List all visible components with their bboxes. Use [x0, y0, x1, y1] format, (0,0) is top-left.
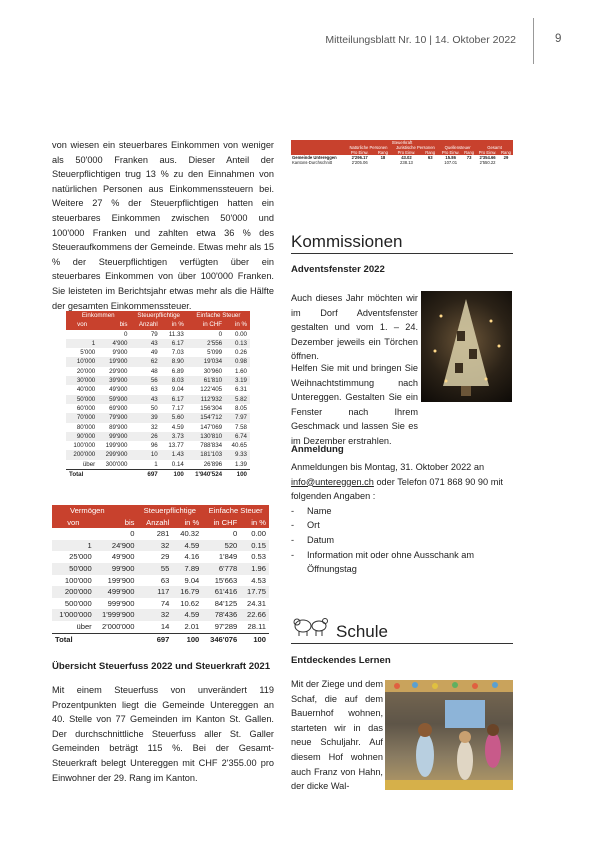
- table-cell: 32: [150, 423, 158, 431]
- adventsfenster-text-1: Auch dieses Jahr möchten wir im Dorf Adventsfenster gestalten und vom 1. – 24. Dezember jeweils ein Törchen öffnen.: [291, 293, 418, 362]
- table-cell: 63: [160, 575, 170, 585]
- steuerkraft-group: Gesamt: [476, 145, 513, 150]
- einkommen-table: [66, 311, 250, 479]
- table-cell: 122'405: [200, 386, 223, 394]
- table-row: [66, 432, 250, 441]
- table-cell: 30'960: [203, 367, 223, 375]
- table-cell: 24.31: [246, 598, 266, 608]
- table-cell: 10'000: [66, 357, 98, 366]
- table-cell: 96: [150, 442, 158, 450]
- table-cell: 40'000: [76, 386, 96, 394]
- list-item: - Datum: [291, 533, 513, 548]
- total-cell: [95, 633, 138, 645]
- table-cell: 32: [137, 540, 172, 552]
- table-cell: 4.59: [172, 609, 202, 621]
- table-cell: 29: [503, 155, 509, 160]
- table-cell: 63: [427, 155, 433, 160]
- table-cell: 30'000: [66, 376, 98, 385]
- advent-tree-illustration: [421, 291, 512, 402]
- table-row: [66, 339, 250, 348]
- vermoegen-title: Vermögen: [52, 505, 137, 517]
- table-cell: 0.15: [240, 540, 269, 552]
- table-cell: 63: [150, 386, 158, 394]
- table-cell: 28.11: [247, 621, 266, 631]
- table-cell: 7.58: [234, 423, 247, 431]
- table-row: [66, 376, 250, 385]
- table-cell: [421, 160, 439, 165]
- table-row: [52, 586, 269, 598]
- table-cell: 112'932: [187, 395, 225, 404]
- table-cell: 1: [52, 540, 95, 552]
- column-header: Anzahl: [131, 320, 161, 329]
- sheep-goat-icon: [293, 614, 329, 638]
- total-cell: 100: [172, 633, 202, 645]
- table-row: [291, 160, 513, 165]
- table-cell: 18: [380, 155, 386, 160]
- table-cell: [66, 330, 98, 339]
- table-cell: 7.89: [172, 563, 202, 575]
- table-cell: 73: [466, 155, 472, 160]
- steuerkraft-title: Steuerkraft: [291, 140, 513, 145]
- table-row: [52, 528, 269, 540]
- table-cell: 499'900: [95, 586, 138, 598]
- table-row: [66, 348, 250, 357]
- table-cell: [499, 160, 513, 165]
- adventsfenster-paragraph-1: [291, 291, 418, 364]
- classroom-photo: [385, 680, 513, 790]
- table-cell: 19'900: [98, 357, 130, 366]
- column-header: Anzahl: [137, 517, 172, 529]
- table-cell: 5'000: [80, 349, 96, 357]
- total-cell: 346'076: [202, 633, 240, 645]
- steuerkraft-row-label: Kantons-Durchschnitt: [292, 160, 333, 165]
- table-cell: 199'900: [107, 575, 135, 585]
- table-cell: 48: [150, 367, 158, 375]
- table-cell: 8.90: [161, 357, 187, 366]
- table-cell: 0.14: [171, 460, 184, 468]
- total-cell: Total: [52, 633, 95, 645]
- table-row: [66, 413, 250, 422]
- table-cell: 50'000: [52, 563, 95, 575]
- table-cell: 130'810: [187, 432, 225, 441]
- table-cell: 788'834: [200, 442, 223, 450]
- section-title-kommissionen: Kommissionen: [291, 232, 403, 251]
- steuerkraft-group: Juristische Personen: [392, 145, 440, 150]
- table-cell: 4.59: [172, 540, 202, 552]
- column-header: Pro Einw.: [345, 150, 374, 155]
- table-row: [66, 385, 250, 394]
- schule-heading: Entdeckendes Lernen: [291, 655, 391, 666]
- einkommen-group-tax: Einfache Steuer: [187, 311, 250, 320]
- table-row: [52, 551, 269, 563]
- table-cell: 2'354.66: [479, 155, 496, 160]
- table-cell: 50: [150, 404, 158, 412]
- table-cell: 0: [124, 330, 128, 338]
- vermoegen-table: [52, 505, 269, 645]
- table-cell: 5.60: [161, 413, 187, 422]
- steuerkraft-row-label: Gemeinde Untereggen: [292, 155, 337, 160]
- header-divider: [533, 18, 534, 64]
- schule-text: Mit der Ziege und dem Schaf, die auf dem Bauernhof wohnen, starteten wir in das neue Schuljahr. Auf diesem Hof wohnen auch Franz von Hahn, der dicke Wal-: [291, 679, 383, 792]
- table-cell: 55: [137, 563, 172, 575]
- table-cell: 79'900: [98, 413, 130, 422]
- table-cell: 8.05: [234, 404, 247, 412]
- column-header: von: [52, 517, 95, 529]
- column-header: in %: [225, 320, 250, 329]
- table-cell: 61'416: [202, 586, 240, 598]
- table-cell: [52, 528, 95, 540]
- table-cell: 7.17: [171, 404, 184, 412]
- table-cell: 14: [160, 621, 170, 631]
- table-cell: 6.89: [171, 367, 184, 375]
- table-cell: 1'000'000: [52, 609, 95, 621]
- table-cell: 181'103: [187, 450, 225, 459]
- column-header: in CHF: [202, 517, 240, 529]
- table-row: [66, 330, 250, 339]
- page-header: Mitteilungsblatt Nr. 10 | 14. Oktober 2022: [325, 34, 516, 46]
- table-cell: 7.03: [171, 349, 184, 357]
- table-cell: 29'900: [109, 367, 128, 375]
- table-row: [66, 460, 250, 470]
- table-row: [66, 441, 250, 450]
- table-row: [52, 609, 269, 621]
- table-cell: 84'125: [214, 598, 238, 608]
- table-row: [66, 423, 250, 432]
- table-cell: 0: [218, 330, 223, 338]
- total-cell: 697: [131, 470, 161, 480]
- table-cell: 24'900: [95, 540, 138, 552]
- advent-window-photo: [421, 291, 512, 402]
- anmeldung-text: Anmeldungen bis Montag, 31. Oktober 2022 an: [291, 462, 485, 472]
- column-header: von: [66, 320, 98, 329]
- table-cell: 59'900: [98, 395, 130, 404]
- table-cell: 299'900: [98, 450, 130, 459]
- adventsfenster-text-2: Helfen Sie mit und bringen Sie Weihnachtstimmung nach Untereggen. Gestalten Sie ein Fenster nach Ihrem Geschmack und lassen Sie es im Dezember erstrahlen.: [291, 363, 418, 446]
- table-cell: 43.02: [401, 155, 412, 160]
- table-cell: 78'436: [202, 609, 240, 621]
- table-cell: 100'000: [73, 442, 96, 450]
- steuerfuss-paragraph: [52, 683, 274, 785]
- table-cell: 2'205.06: [351, 160, 368, 165]
- section-title-schule: Schule: [336, 622, 388, 641]
- vermoegen-group-tax: Einfache Steuer: [202, 505, 269, 517]
- table-cell: 300'000: [105, 460, 128, 468]
- table-cell: [374, 160, 392, 165]
- table-cell: 1.39: [234, 460, 247, 468]
- table-cell: 9.33: [225, 450, 250, 459]
- table-row: [52, 563, 269, 575]
- table-cell: über: [82, 460, 96, 468]
- table-row: [66, 395, 250, 404]
- table-row: [52, 598, 269, 610]
- table-cell: 154'712: [187, 413, 225, 422]
- section-rule: [291, 643, 513, 644]
- table-cell: 520: [202, 540, 240, 552]
- total-cell: 100: [225, 470, 250, 480]
- table-cell: 40.65: [231, 442, 247, 450]
- table-cell: 15.86: [445, 155, 456, 160]
- page-number: 9: [555, 33, 562, 45]
- column-header: Rang: [500, 150, 511, 155]
- table-cell: 29: [160, 552, 170, 562]
- table-cell: 1.96: [240, 563, 269, 575]
- table-cell: 97'289: [214, 621, 238, 631]
- vermoegen-group-taxpayers: Steuerpflichtige: [137, 505, 202, 517]
- column-header: Rang: [421, 150, 439, 155]
- table-cell: 6.17: [161, 395, 187, 404]
- table-cell: 0: [130, 529, 135, 539]
- table-cell: 0.26: [234, 349, 247, 357]
- table-cell: 100'000: [64, 575, 92, 585]
- table-cell: 49: [150, 349, 158, 357]
- table-cell: 9.04: [171, 386, 184, 394]
- table-cell: 0.13: [225, 339, 250, 348]
- anmeldung-heading: Anmeldung: [291, 444, 344, 455]
- table-cell: 3.73: [161, 432, 187, 441]
- table-cell: 2'296.17: [351, 155, 368, 160]
- table-cell: über: [76, 621, 92, 631]
- table-cell: 32: [137, 609, 172, 621]
- einkommen-title: Einkommen: [66, 311, 131, 320]
- table-cell: 43: [131, 339, 161, 348]
- table-cell: 39'900: [98, 376, 130, 385]
- table-cell: 6.31: [234, 386, 247, 394]
- table-cell: 16.79: [172, 586, 202, 598]
- column-header: in %: [240, 517, 269, 529]
- adventsfenster-paragraph-2a: [291, 361, 418, 446]
- table-cell: 1'999'900: [95, 609, 138, 621]
- table-cell: 4'900: [98, 339, 130, 348]
- table-cell: 39: [131, 413, 161, 422]
- table-cell: 3.19: [225, 376, 250, 385]
- total-cell: 100: [240, 633, 269, 645]
- list-item: - Name: [291, 504, 513, 519]
- anmeldung-text-2: oder Telefon 071 868 90 90 mit folgenden Angaben :: [291, 476, 503, 502]
- table-cell: 1.43: [161, 450, 187, 459]
- table-cell: 25'000: [69, 552, 92, 562]
- table-cell: 4.16: [184, 552, 200, 562]
- table-cell: 99'900: [95, 563, 138, 575]
- table-cell: 4.53: [251, 575, 266, 585]
- table-cell: 60'000: [76, 404, 96, 412]
- table-cell: 9'900: [112, 349, 128, 357]
- total-cell: 100: [161, 470, 187, 480]
- table-cell: 15'663: [214, 575, 238, 585]
- table-cell: 49'900: [111, 552, 135, 562]
- table-cell: 238.13: [400, 160, 413, 165]
- table-cell: 43: [131, 395, 161, 404]
- table-cell: 74: [160, 598, 170, 608]
- list-item: - Ort: [291, 518, 513, 533]
- table-cell: 69'900: [109, 404, 128, 412]
- table-cell: 0.00: [234, 330, 247, 338]
- table-cell: 107.01: [444, 160, 458, 165]
- table-cell: 6'778: [202, 563, 240, 575]
- table-cell: 2'550.22: [479, 160, 496, 165]
- table-row: [66, 357, 250, 366]
- table-cell: 500'000: [64, 598, 92, 608]
- table-cell: 50'000: [66, 395, 98, 404]
- income-text: von wiesen ein steuerbares Einkommen von weniger als 50'000 Franken aus. Dieser Anteil der Steuerpflichtigen trug 13 % zu den Einnahmen von natürlichen Personen aus Einkommenssteuern bei. Weitere 27 % der Steuerpflichtigen hatten ein steuerbares Einkommen zwischen 50'000 und 100'000 Franken und zahlten etwa 36 % des Steueraufkommens der Gemeinde. Etwas mehr als 15 % der Steuerpflichtigen verfügten über ein steuerbares Einkommen von über 100'000 Franken. Sie leisteten im Berichtsjahr etwas mehr als die Hälfte der gesamten Einkommenssteuer.: [52, 140, 274, 311]
- table-cell: 99'900: [98, 432, 130, 441]
- table-cell: 26: [131, 432, 161, 441]
- table-cell: 26'896: [203, 460, 223, 468]
- steuerkraft-table: [291, 140, 513, 165]
- column-header: Pro Einw.: [476, 150, 499, 155]
- table-cell: 0.53: [251, 552, 266, 562]
- table-cell: 2.01: [184, 621, 200, 631]
- column-header: Pro Einw.: [439, 150, 462, 155]
- table-cell: 1: [66, 339, 98, 348]
- table-row: [66, 404, 250, 413]
- anmeldung-list: [291, 504, 513, 577]
- total-cell: [98, 470, 130, 480]
- table-cell: 10: [131, 450, 161, 459]
- column-header: in %: [172, 517, 202, 529]
- table-cell: 147'069: [200, 423, 223, 431]
- table-cell: 281: [156, 529, 170, 539]
- table-cell: 13.77: [168, 442, 184, 450]
- table-cell: 117: [137, 586, 172, 598]
- table-cell: 0.98: [225, 357, 250, 366]
- column-header: in %: [161, 320, 187, 329]
- column-header: Pro Einw.: [392, 150, 422, 155]
- adventsfenster-heading: Adventsfenster 2022: [291, 264, 385, 275]
- table-cell: 11.33: [168, 330, 184, 338]
- table-cell: 19'034: [187, 357, 225, 366]
- table-cell: 62: [131, 357, 161, 366]
- table-cell: 999'900: [107, 598, 135, 608]
- table-cell: 1: [154, 460, 158, 468]
- table-cell: 199'900: [105, 442, 128, 450]
- total-cell: 1'940'524: [187, 470, 225, 480]
- column-header: in CHF: [187, 320, 225, 329]
- table-cell: 6.74: [225, 432, 250, 441]
- table-cell: 40.32: [180, 529, 200, 539]
- table-cell: 56: [131, 376, 161, 385]
- table-cell: 79: [150, 330, 158, 338]
- column-header: bis: [98, 320, 130, 329]
- table-cell: 200'000: [52, 586, 95, 598]
- steuerfuss-text: Mit einem Steuerfuss von unverändert 119 Prozentpunkten liegt die Gemeinde Untereggen an 40. Stelle von 77 Gemeinden im Kanton St. Gallen. Der durchschnittliche Steuerfuss aller St. Galler Gemeinden beträgt 115 %. Bei der Gesamt-Steuerkraft belegt Untereggen mit CHF 2'355.00 pro Einwohner der 29. Rang im Kanton.: [52, 685, 274, 783]
- table-row: [52, 621, 269, 633]
- einkommen-group-taxpayers: Steuerpflichtige: [131, 311, 187, 320]
- section-rule: [291, 253, 513, 254]
- table-cell: 2'556: [187, 339, 225, 348]
- table-cell: 70'000: [66, 413, 98, 422]
- income-paragraph: [52, 138, 274, 313]
- table-cell: 5'099: [207, 349, 223, 357]
- table-row: [52, 540, 269, 552]
- table-cell: 90'000: [66, 432, 98, 441]
- anmeldung-paragraph: [291, 460, 513, 577]
- table-cell: 17.75: [240, 586, 269, 598]
- table-cell: 20'000: [76, 367, 96, 375]
- table-cell: 0.00: [251, 529, 266, 539]
- table-cell: 156'304: [200, 404, 223, 412]
- table-cell: [462, 160, 476, 165]
- table-cell: 9.04: [184, 575, 200, 585]
- steuerfuss-heading: Übersicht Steuerfuss 2022 und Steuerkraft 2021: [52, 661, 271, 672]
- steuerkraft-group: Natürliche Personen: [345, 145, 391, 150]
- table-cell: 8.03: [161, 376, 187, 385]
- table-row: [66, 367, 250, 376]
- table-cell: 80'000: [76, 423, 96, 431]
- table-cell: 49'900: [109, 386, 128, 394]
- table-cell: 22.66: [240, 609, 269, 621]
- total-row: [52, 633, 269, 645]
- list-item: - Information mit oder ohne Ausschank am Öffnungstag: [291, 548, 513, 577]
- table-cell: 1.60: [234, 367, 247, 375]
- table-cell: 10.62: [180, 598, 200, 608]
- table-cell: 7.97: [225, 413, 250, 422]
- table-cell: 5.82: [225, 395, 250, 404]
- email-link[interactable]: info@untereggen.ch: [291, 476, 374, 487]
- classroom-illustration: [385, 680, 513, 790]
- column-header: Rang: [464, 150, 475, 155]
- total-row: [66, 470, 250, 480]
- table-cell: 4.59: [171, 423, 184, 431]
- total-cell: 697: [137, 633, 172, 645]
- table-row: [66, 450, 250, 459]
- table-cell: 1'849: [218, 552, 238, 562]
- table-cell: 6.17: [161, 339, 187, 348]
- steuerkraft-group: Quellensteuer: [439, 145, 476, 150]
- total-cell: Total: [66, 470, 98, 480]
- table-row: [52, 575, 269, 587]
- table-cell: 200'000: [66, 450, 98, 459]
- table-cell: 89'900: [109, 423, 128, 431]
- column-header: Rang: [374, 150, 392, 155]
- table-cell: 2'000'000: [101, 621, 135, 631]
- column-header: bis: [95, 517, 138, 529]
- schule-paragraph: [291, 677, 383, 794]
- table-cell: 61'810: [187, 376, 225, 385]
- table-cell: 0: [233, 529, 238, 539]
